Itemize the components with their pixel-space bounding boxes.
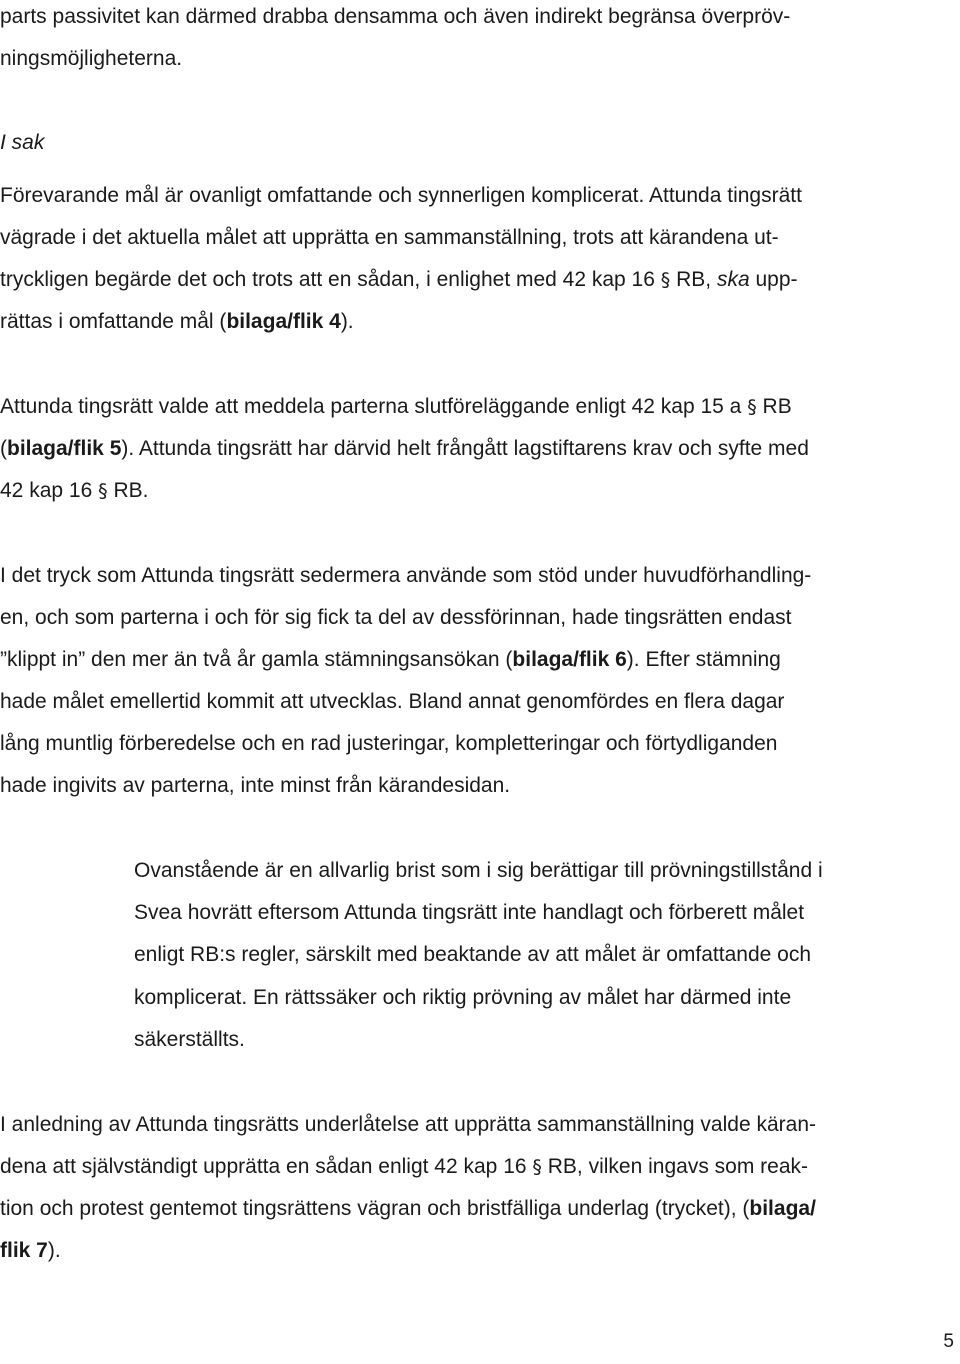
heading-text: I sak [0,131,45,154]
p3-l3-end: ). Efter stämning [626,648,781,671]
p4-line-3: enligt RB:s regler, särskilt med beaktande av att målet är omfattande och [134,943,812,966]
p1-l3-text: tryckligen begärde det och trots att en sådan, i enlighet med 42 kap 16 [0,268,655,291]
p5-line-3 [0,1196,816,1222]
p3-line-2: en, och som parterna i och för sig fick ta del av dessförinnan, hade tingsrätten endast [0,606,792,629]
p2-line-3 [0,478,148,504]
p4-line-4: komplicerat. En rättssäker och riktig prövning av målet har därmed inte [134,986,792,1009]
bilaga-ref-7-part2: flik 7 [0,1239,48,1262]
bilaga-ref-4: bilaga/flik 4 [226,310,341,333]
p5-line-4 [0,1238,61,1264]
bilaga-ref-6: bilaga/flik 6 [512,648,627,671]
p2-l3-text: 42 kap 16 [0,479,93,502]
p2-l2-open: ( [0,437,7,460]
intro-line-2: ningsmöjligheterna. [0,47,183,70]
p2-l2-text: ). Attunda tingsrätt har därvid helt frångått lagstiftarens krav och syfte med [121,437,809,460]
p1-l3-rb: RB, [676,268,712,291]
intro-line-1: parts passivitet kan därmed drabba densamma och även indirekt begränsa överpröv- [0,5,791,28]
section-sign: § [747,396,757,418]
p2-line-1 [0,394,792,420]
p3-l3-text: ”klippt in” den mer än två år gamla stämningsansökan ( [0,648,513,671]
p4-line-2: Svea hovrätt eftersom Attunda tingsrätt inte handlagt och förberett målet [134,901,805,924]
p3-line-1: I det tryck som Attunda tingsrätt sedermera använde som stöd under huvudförhandling- [0,564,812,587]
p1-line-4 [0,309,354,335]
p1-line-3 [0,267,798,293]
p3-line-3 [0,647,781,673]
p1-l3-upp: upp- [755,268,798,291]
p5-line-2 [0,1154,808,1180]
p3-line-6: hade ingivits av parterna, inte minst från kärandesidan. [0,774,511,797]
p1-line-2: vägrade i det aktuella målet att upprätta en sammanställning, trots att kärandena ut- [0,226,779,249]
p1-l3-ska: ska [716,268,750,291]
p3-line-5: lång muntlig förberedelse och en rad justeringar, kompletteringar och förtydliganden [0,732,778,755]
p5-l4-end: ). [47,1239,61,1262]
p1-line-1: Förevarande mål är ovanligt omfattande och synnerligen komplicerat. Attunda tingsrätt [0,184,802,207]
section-sign: § [660,269,671,291]
page-number: 5 [943,1331,954,1352]
p2-l3-rb: RB. [113,479,149,502]
p5-l3-text: tion och protest gentemot tingsrättens vägran och bristfälliga underlag (trycket), ( [0,1197,750,1220]
bilaga-ref-7-part1: bilaga/ [749,1197,816,1220]
p5-l2-text: dena att självständigt upprätta en sådan enligt 42 kap 16 [0,1155,527,1178]
section-sign: § [98,480,108,502]
p3-line-4: hade målet emellertid kommit att utvecklas. Bland annat genomfördes en flera dagar [0,690,785,713]
p4-line-5: säkerställts. [134,1028,245,1051]
p2-line-2 [0,436,809,462]
bilaga-ref-5: bilaga/flik 5 [7,437,122,460]
section-sign: § [532,1156,542,1178]
p2-l1-text: Attunda tingsrätt valde att meddela parterna slutföreläggande enligt 42 kap 15 a [0,395,742,418]
p5-line-1: I anledning av Attunda tingsrätts underlåtelse att upprätta sammanställning valde käran- [0,1113,816,1136]
p1-l4-end: ). [340,310,354,333]
p1-l4-text: rättas i omfattande mål ( [0,310,227,333]
p2-l1-rb: RB [762,395,792,418]
p4-line-1: Ovanstående är en allvarlig brist som i sig berättigar till prövningstillstånd i [134,859,823,882]
p5-l2-rb: RB, vilken ingavs som reak- [547,1155,809,1178]
section-heading [0,130,44,156]
